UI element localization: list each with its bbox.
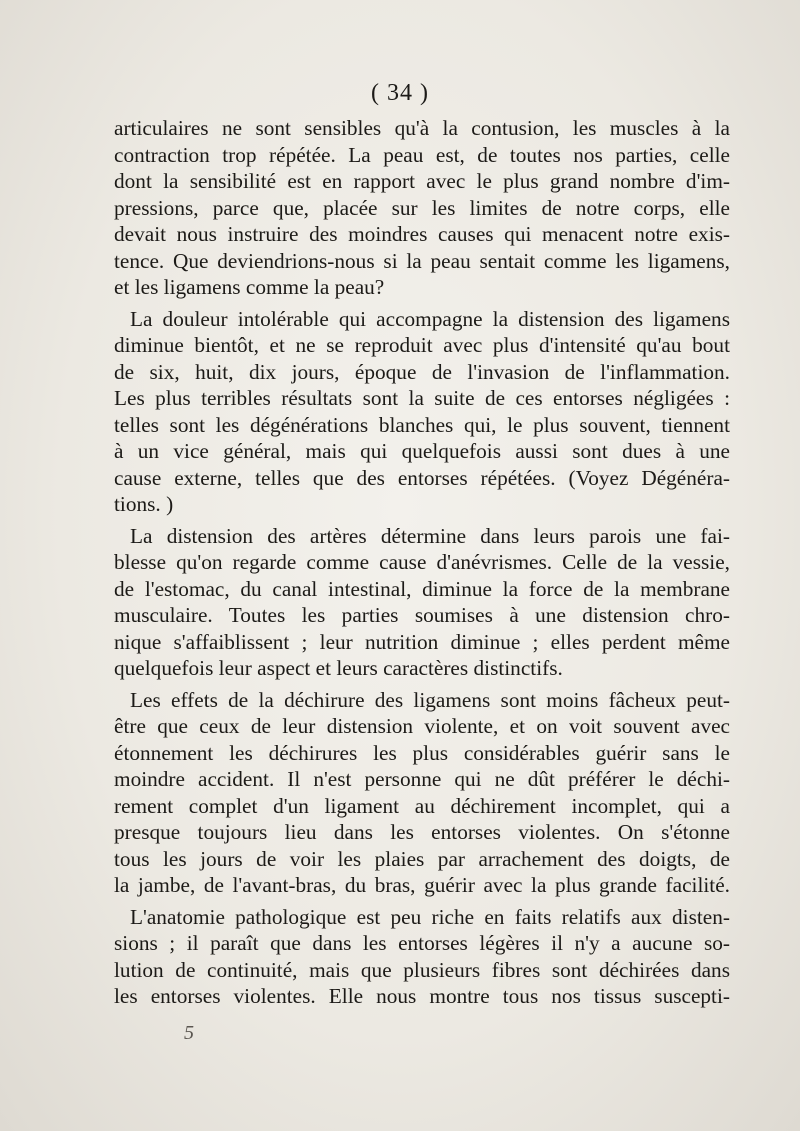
text-line: L'anatomie pathologique est peu riche en faits relatifs aux disten- — [130, 904, 730, 929]
text-line: la jambe, de l'avant-bras, du bras, guérir avec la plus grande facilité. — [114, 873, 730, 897]
text-line: pressions, parce que, placée sur les limites de notre corps, elle — [114, 195, 730, 220]
text-line: La distension des artères détermine dans leurs parois une fai- — [130, 523, 730, 548]
paragraph — [114, 687, 730, 899]
text-line: telles sont les dégénérations blanches qui, le plus souvent, tiennent — [114, 412, 730, 437]
text-line: cause externe, telles que des entorses répétées. (Voyez Dégénéra- — [114, 465, 730, 490]
text-line: nique s'affaiblissent ; leur nutrition diminue ; elles perdent même — [114, 629, 730, 654]
page-number: ( 34 ) — [371, 80, 429, 106]
text-line: tous les jours de voir les plaies par arrachement des doigts, de — [114, 846, 730, 871]
text-line: presque toujours lieu dans les entorses violentes. On s'étonne — [114, 820, 730, 844]
text-line: Les effets de la déchirure des ligamens sont moins fâcheux peut- — [130, 687, 730, 712]
text-line: contraction trop répétée. La peau est, de toutes nos parties, celle — [114, 142, 730, 167]
text-line: tions. ) — [114, 492, 174, 516]
text-line: et les ligamens comme la peau? — [114, 275, 385, 299]
text-line: blesse qu'on regarde comme cause d'anévrismes. Celle de la vessie, — [114, 550, 730, 574]
text-line: moindre accident. Il n'est personne qui ne dût préférer le déchi- — [114, 767, 730, 791]
text-line: La douleur intolérable qui accompagne la distension des ligamens — [130, 306, 730, 331]
text-line: tence. Que deviendrions-nous si la peau sentait comme les ligamens, — [114, 248, 730, 273]
text-line: diminue bientôt, et ne se reproduit avec plus d'intensité qu'au bout — [114, 333, 730, 357]
text-line: de l'estomac, du canal intestinal, diminue la force de la membrane — [114, 576, 730, 601]
paragraph — [114, 115, 730, 301]
text-line: dont la sensibilité est en rapport avec le plus grand nombre d'im- — [114, 169, 730, 193]
text-line: de six, huit, dix jours, époque de l'invasion de l'inflammation. — [114, 359, 730, 384]
text-line: être que ceux de leur distension violente, et on voit souvent avec — [114, 714, 730, 738]
text-line: devait nous instruire des moindres causes qui menacent notre exis- — [114, 222, 730, 246]
text-line: quelquefois leur aspect et leurs caractères distinctifs. — [114, 656, 563, 680]
text-line: musculaire. Toutes les parties soumises à une distension chro- — [114, 603, 730, 627]
text-line: étonnement les déchirures les plus considérables guérir sans le — [114, 740, 730, 765]
text-line: Les plus terribles résultats sont la suite de ces entorses négligées : — [114, 386, 730, 410]
paragraph — [114, 306, 730, 518]
text-line: à un vice général, mais qui quelquefois aussi sont dues à une — [114, 439, 730, 463]
text-line: rement complet d'un ligament au déchirement incomplet, qui a — [114, 793, 730, 818]
body-text — [114, 115, 730, 1010]
text-line: les entorses violentes. Elle nous montre tous nos tissus suscepti- — [114, 984, 730, 1008]
paragraph — [114, 904, 730, 1010]
text-line: articulaires ne sont sensibles qu'à la contusion, les muscles à la — [114, 116, 730, 140]
text-line: lution de continuité, mais que plusieurs fibres sont déchirées dans — [114, 957, 730, 982]
text-line: sions ; il paraît que dans les entorses légères il n'y a aucune so- — [114, 931, 730, 955]
paragraph — [114, 523, 730, 682]
signature-mark: 5 — [184, 1022, 194, 1044]
